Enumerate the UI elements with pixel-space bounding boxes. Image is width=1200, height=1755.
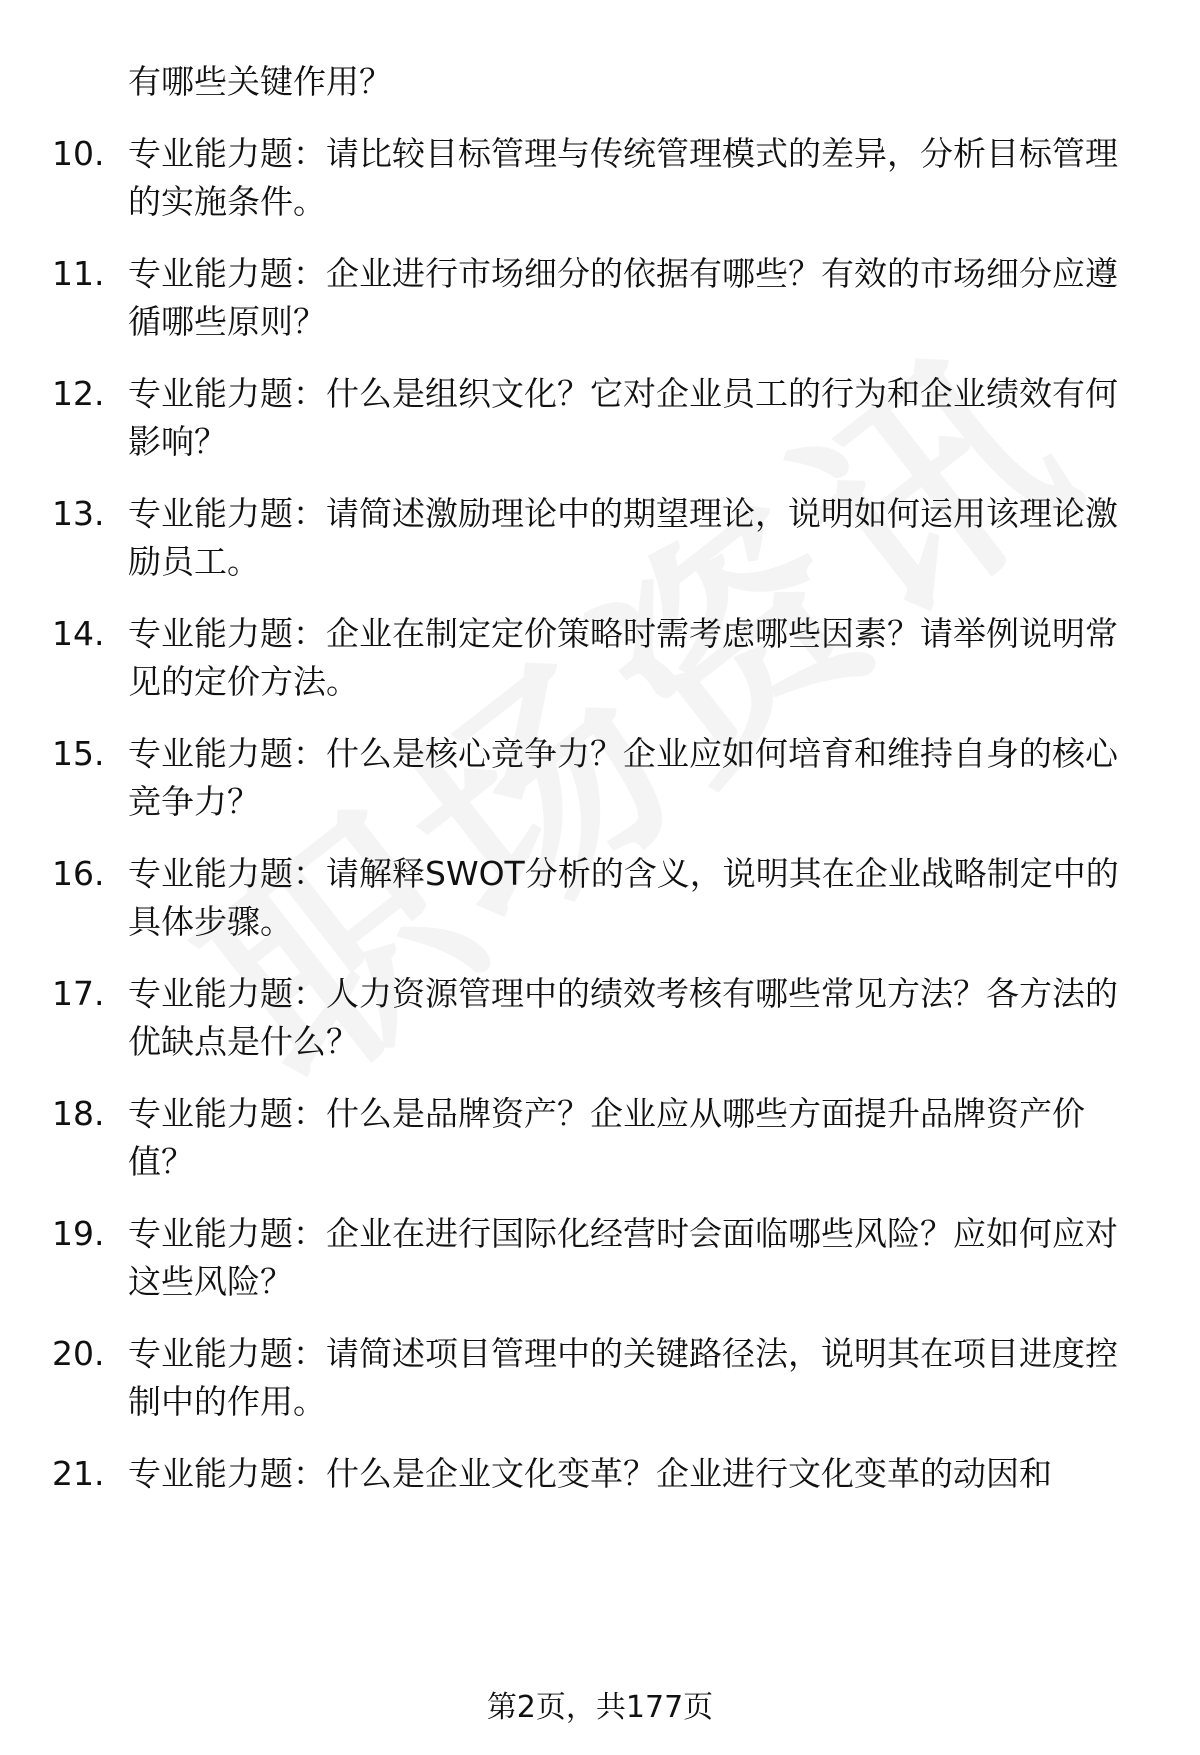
question-item	[52, 610, 1142, 706]
question-text: 专业能力题：请解释SWOT分析的含义，说明其在企业战略制定中的具体步骤。	[128, 854, 1119, 941]
question-item	[52, 250, 1142, 346]
question-item	[52, 490, 1142, 586]
question-item	[52, 1210, 1142, 1306]
question-text: 专业能力题：什么是品牌资产？企业应从哪些方面提升品牌资产价值？	[128, 1094, 1085, 1181]
question-item	[52, 850, 1142, 946]
question-text: 专业能力题：企业在制定定价策略时需考虑哪些因素？请举例说明常见的定价方法。	[128, 614, 1118, 701]
question-item	[52, 370, 1142, 466]
question-number: 10.	[52, 134, 105, 173]
question-text: 专业能力题：什么是企业文化变革？企业进行文化变革的动因和	[128, 1454, 1052, 1493]
question-text: 专业能力题：请简述项目管理中的关键路径法，说明其在项目进度控制中的作用。	[128, 1334, 1118, 1421]
question-number: 18.	[52, 1094, 105, 1133]
question-text: 专业能力题：请简述激励理论中的期望理论，说明如何运用该理论激励员工。	[128, 494, 1118, 581]
question-number: 12.	[52, 374, 105, 413]
question-text: 专业能力题：人力资源管理中的绩效考核有哪些常见方法？各方法的优缺点是什么？	[128, 974, 1118, 1061]
question-number: 20.	[52, 1334, 105, 1373]
question-text: 专业能力题：企业进行市场细分的依据有哪些？有效的市场细分应遵循哪些原则？	[128, 254, 1118, 341]
page-footer: 第2页，共177页	[486, 1690, 714, 1725]
question-text: 专业能力题：请比较目标管理与传统管理模式的差异，分析目标管理的实施条件。	[128, 134, 1118, 221]
question-number: 11.	[52, 254, 105, 293]
question-number: 19.	[52, 1214, 105, 1253]
question-number: 21.	[52, 1454, 105, 1493]
question-item	[52, 970, 1142, 1066]
question-text: 专业能力题：什么是组织文化？它对企业员工的行为和企业绩效有何影响？	[128, 374, 1118, 461]
question-number: 17.	[52, 974, 105, 1013]
question-item	[52, 1090, 1142, 1186]
question-number: 16.	[52, 854, 105, 893]
question-continuation: 有哪些关键作用？	[128, 62, 392, 101]
question-number: 13.	[52, 494, 105, 533]
question-number: 14.	[52, 614, 105, 653]
question-text: 专业能力题：企业在进行国际化经营时会面临哪些风险？应如何应对这些风险？	[128, 1214, 1118, 1301]
question-item	[52, 730, 1142, 826]
question-text: 专业能力题：什么是核心竞争力？企业应如何培育和维持自身的核心竞争力？	[128, 734, 1118, 821]
question-item	[52, 1330, 1142, 1426]
question-item	[52, 1450, 1142, 1498]
question-item	[52, 130, 1142, 226]
question-number: 15.	[52, 734, 105, 773]
